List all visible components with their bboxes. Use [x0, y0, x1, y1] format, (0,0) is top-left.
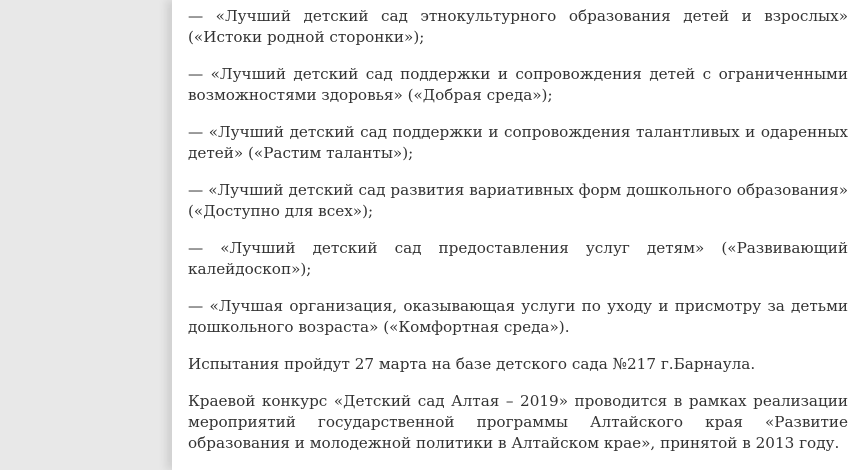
contest-description-paragraph: Краевой конкурс «Детский сад Алтая – 2019» проводится в рамках реализации мероприятий государственной программы Алтайского края «Развитие образования и молодежной политики в Алтайском крае», принятой в 2013 году.	[188, 392, 848, 452]
nomination-item-care-supervision: — «Лучшая организация, оказывающая услуги по уходу и присмотру за детьми дошкольного возраста» («Комфортная среда»).	[188, 297, 848, 336]
nomination-item-services: — «Лучший детский сад предоставления услуг детям» («Развивающий калейдоскоп»);	[188, 239, 848, 278]
nomination-item-special-needs: — «Лучший детский сад поддержки и сопровождения детей с ограниченными возможностями здоровья» («Добрая среда»);	[188, 65, 848, 104]
nomination-item-variable-forms: — «Лучший детский сад развития вариативных форм дошкольного образования» («Доступно для всех»);	[188, 181, 848, 220]
article-body	[188, 6, 848, 470]
nomination-item-gifted-children: — «Лучший детский сад поддержки и сопровождения талантливых и одаренных детей» («Растим таланты»);	[188, 123, 848, 162]
nomination-item-ethnocultural: — «Лучший детский сад этнокультурного образования детей и взрослых» («Истоки родной сторонки»);	[188, 7, 848, 46]
document-page	[172, 0, 865, 470]
event-date-paragraph: Испытания пройдут 27 марта на базе детского сада №217 г.Барнаула.	[188, 355, 756, 373]
